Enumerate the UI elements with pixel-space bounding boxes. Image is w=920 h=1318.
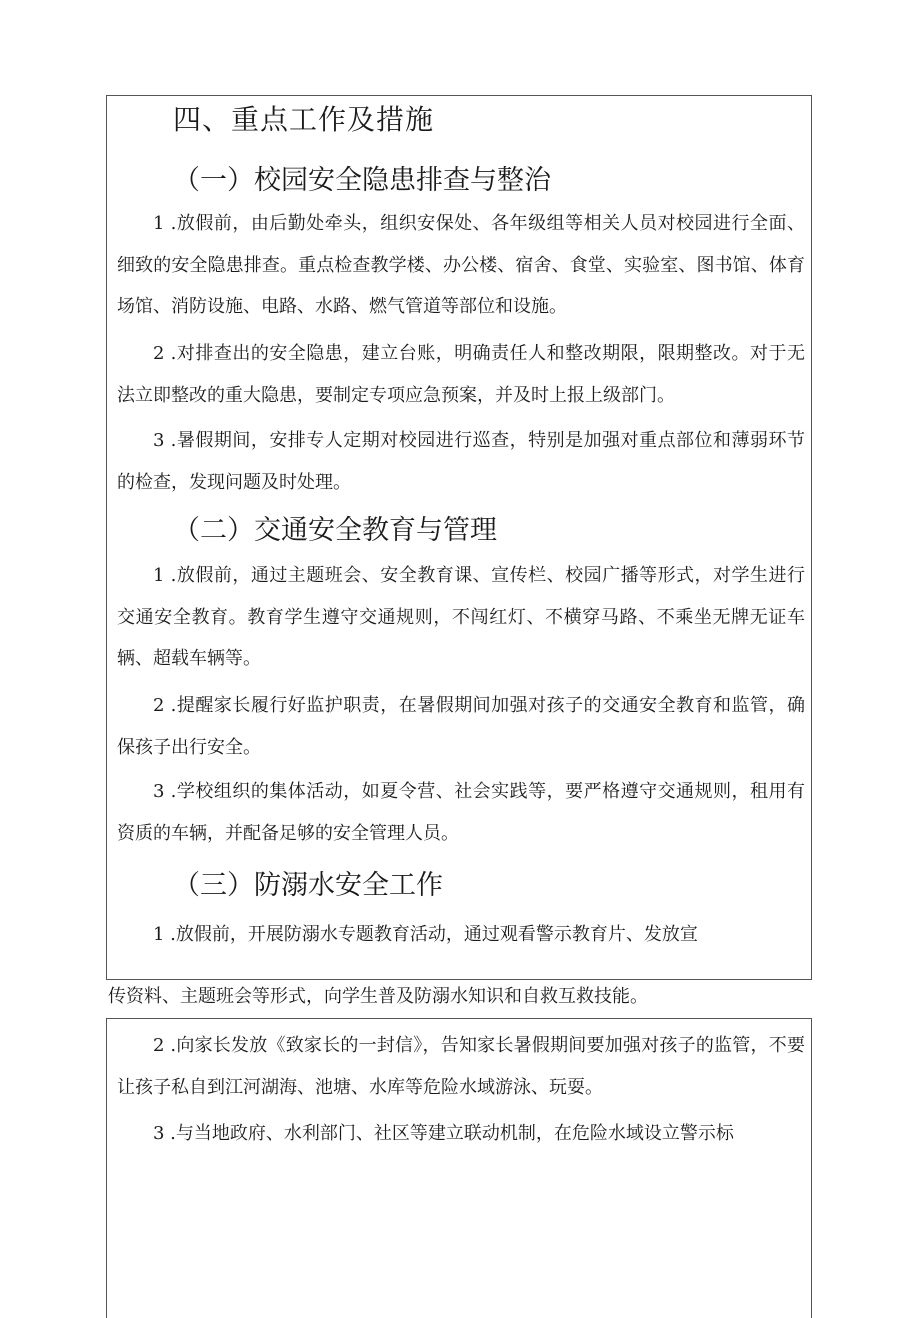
paragraph-3-2: 2 .向家长发放《致家长的一封信》，告知家长暑假期间要加强对孩子的监管，不要让孩子私自到江河湖海、池塘、水库等危险水域游泳、玩耍。 <box>117 1035 805 1098</box>
subsection-title-2: （二）交通安全教育与管理 <box>173 515 497 546</box>
paragraph-1-2: 2 .对排查出的安全隐患，建立台账，明确责任人和整改期限，限期整改。对于无法立即整改的重大隐患，要制定专项应急预案，并及时上报上级部门。 <box>117 343 805 406</box>
section-title: 四、重点工作及措施 <box>173 103 435 136</box>
subsection-title-1: （一）校园安全隐患排查与整治 <box>173 165 551 196</box>
paragraph-2-1: 1 .放假前，通过主题班会、安全教育课、宣传栏、校园广播等形式，对学生进行交通安全教育。教育学生遵守交通规则，不闯红灯、不横穿马路、不乘坐无牌无证车辆、超载车辆等。 <box>117 565 805 669</box>
content-box-2 <box>106 1018 812 1318</box>
paragraph-3-3: 3 .与当地政府、水利部门、社区等建立联动机制，在危险水域设立警示标 <box>153 1123 734 1144</box>
paragraph-1-1: 1 .放假前，由后勤处牵头，组织安保处、各年级组等相关人员对校园进行全面、细致的安全隐患排查。重点检查教学楼、办公楼、宿舍、食堂、实验室、图书馆、体育场馆、消防设施、电路、水路、燃气管道等部位和设施。 <box>117 213 805 317</box>
paragraph-3-1b: 传资料、主题班会等形式，向学生普及防溺水知识和自救互救技能。 <box>108 986 648 1007</box>
subsection-title-3: （三）防溺水安全工作 <box>173 870 443 901</box>
paragraph-2-3: 3 .学校组织的集体活动，如夏令营、社会实践等，要严格遵守交通规则，租用有资质的车辆，并配备足够的安全管理人员。 <box>117 781 805 844</box>
paragraph-3-1a: 1 .放假前，开展防溺水专题教育活动，通过观看警示教育片、发放宣 <box>153 924 698 945</box>
paragraph-1-3: 3 .暑假期间，安排专人定期对校园进行巡查，特别是加强对重点部位和薄弱环节的检查，发现问题及时处理。 <box>117 430 805 493</box>
content-box-1 <box>106 95 812 980</box>
paragraph-2-2: 2 .提醒家长履行好监护职责，在暑假期间加强对孩子的交通安全教育和监管，确保孩子出行安全。 <box>117 695 805 758</box>
